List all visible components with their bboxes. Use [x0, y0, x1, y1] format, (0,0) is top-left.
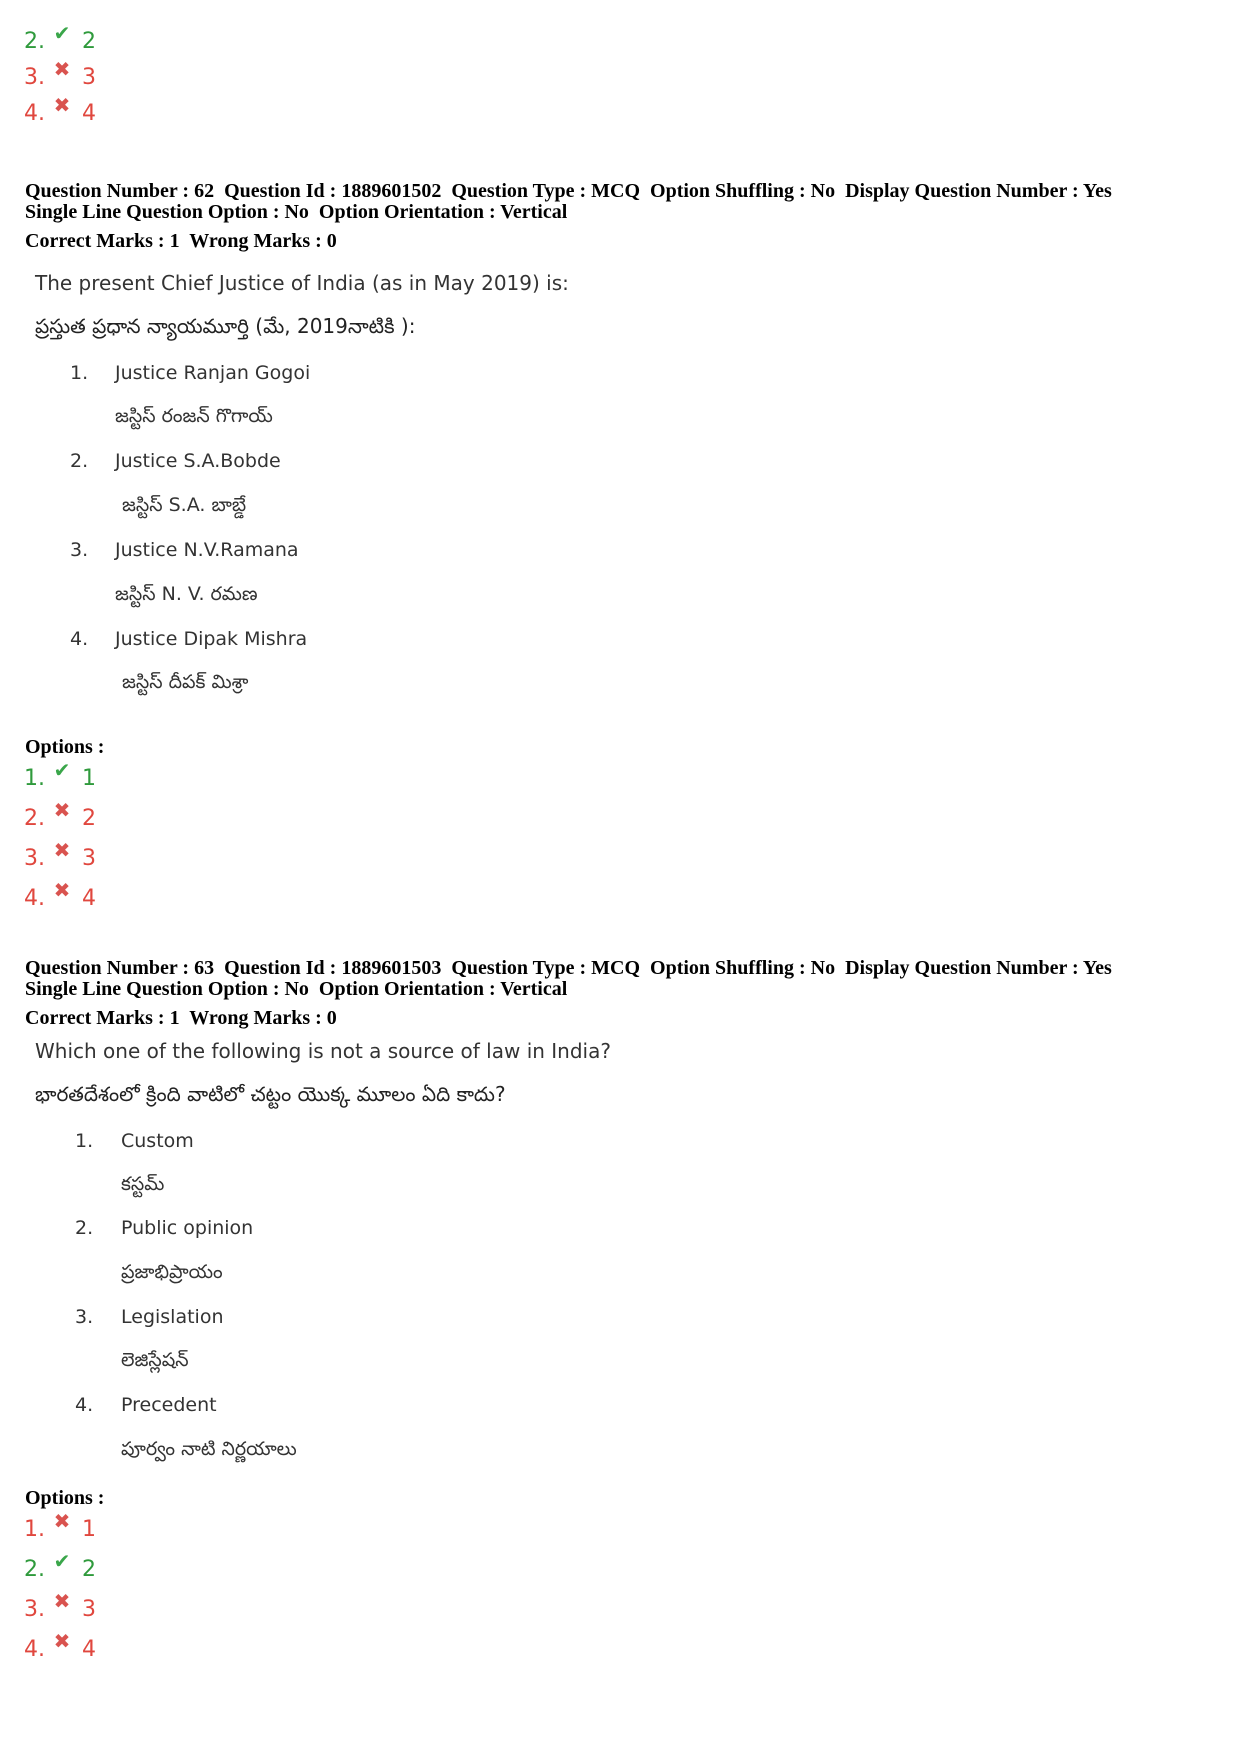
q63-choice-2-num: 2. [75, 1217, 94, 1239]
option-number: 3. [24, 1597, 45, 1622]
q63-choice-4-num: 4. [75, 1394, 94, 1416]
option-number: 2. [24, 806, 45, 831]
q63-choice-4-en: Precedent [121, 1394, 217, 1416]
q63-choice-1-te: కస్టమ్ [121, 1173, 165, 1195]
q63-option-2 [24, 1549, 96, 1584]
option-value: 3 [82, 65, 96, 90]
q62-choice-3-num: 3. [70, 539, 89, 561]
option-number: 3. [24, 65, 45, 90]
q62-option-2 [24, 798, 96, 833]
q63-choice-2-en: Public opinion [121, 1217, 254, 1239]
option-number: 4. [24, 886, 45, 911]
option-number: 3. [24, 846, 45, 871]
q62-choice-2-te: జస్టిస్ S.A. బాబ్డే [122, 494, 247, 516]
cross-icon: ✖ [53, 798, 71, 822]
q63-option-1 [24, 1509, 96, 1544]
option-number: 1. [24, 1517, 45, 1542]
check-icon: ✔ [53, 21, 71, 45]
q62-choice-1-te: జస్టిస్ రంజన్ గొగాయ్ [115, 405, 273, 427]
q63-meta-line1: Question Number : 63 Question Id : 1889601503 Question Type : MCQ Option Shuffling : No Display Question Number : Yes [25, 957, 1112, 979]
option-value: 1 [82, 1517, 96, 1542]
q63-marks: Correct Marks : 1 Wrong Marks : 0 [25, 1007, 337, 1029]
q63-choice-3-te: లెజిస్లేషన్ [121, 1349, 189, 1371]
q63-choice-3-num: 3. [75, 1306, 94, 1328]
option-number: 1. [24, 766, 45, 791]
q63-meta-line2: Single Line Question Option : No Option Orientation : Vertical [25, 978, 568, 1000]
q62-question-te: ప్రస్తుత ప్రధాన న్యాయమూర్తి (మే, 2019నాటికి ): [35, 314, 416, 338]
q62-option-3 [24, 838, 96, 873]
option-value: 2 [82, 1557, 96, 1582]
cross-icon: ✖ [53, 93, 71, 117]
prev-option-4 [24, 93, 96, 128]
q62-meta-line2: Single Line Question Option : No Option Orientation : Vertical [25, 201, 568, 223]
q62-option-1 [24, 758, 96, 793]
cross-icon: ✖ [53, 838, 71, 862]
option-number: 2. [24, 29, 45, 54]
option-value: 4 [82, 886, 96, 911]
option-number: 4. [24, 101, 45, 126]
cross-icon: ✖ [53, 878, 71, 902]
q62-choice-2-en: Justice S.A.Bobde [115, 450, 281, 472]
cross-icon: ✖ [53, 1509, 71, 1533]
q62-choice-4-en: Justice Dipak Mishra [115, 628, 308, 650]
q63-option-4 [24, 1629, 96, 1664]
q62-choice-1-en: Justice Ranjan Gogoi [115, 362, 311, 384]
option-value: 4 [82, 1637, 96, 1662]
option-number: 4. [24, 1637, 45, 1662]
check-icon: ✔ [53, 758, 71, 782]
option-number: 2. [24, 1557, 45, 1582]
q63-question-en: Which one of the following is not a source of law in India? [35, 1039, 611, 1063]
q62-choice-3-te: జస్టిస్ N. V. రమణ [115, 583, 258, 605]
q62-choice-4-num: 4. [70, 628, 89, 650]
q63-choice-1-en: Custom [121, 1130, 194, 1152]
option-value: 3 [82, 1597, 96, 1622]
q62-meta-line1: Question Number : 62 Question Id : 1889601502 Question Type : MCQ Option Shuffling : No Display Question Number : Yes [25, 180, 1112, 202]
option-value: 2 [82, 806, 96, 831]
q62-choice-3-en: Justice N.V.Ramana [115, 539, 299, 561]
q63-choice-1-num: 1. [75, 1130, 94, 1152]
q62-question-en: The present Chief Justice of India (as in May 2019) is: [35, 271, 569, 295]
q63-options-label: Options : [25, 1487, 105, 1509]
q63-choice-2-te: ప్రజాభిప్రాయం [121, 1261, 223, 1283]
option-value: 3 [82, 846, 96, 871]
q62-choice-1-num: 1. [70, 362, 89, 384]
q62-options-label: Options : [25, 736, 105, 758]
q62-choice-2-num: 2. [70, 450, 89, 472]
option-value: 4 [82, 101, 96, 126]
q63-choice-4-te: పూర్వం నాటి నిర్ణయాలు [121, 1438, 297, 1460]
cross-icon: ✖ [53, 1629, 71, 1653]
q62-marks: Correct Marks : 1 Wrong Marks : 0 [25, 230, 337, 252]
option-value: 1 [82, 766, 96, 791]
q62-option-4 [24, 878, 96, 913]
prev-option-3 [24, 57, 96, 92]
cross-icon: ✖ [53, 57, 71, 81]
q62-choice-4-te: జస్టిస్ దీపక్ మిశ్రా [122, 671, 249, 693]
q63-option-3 [24, 1589, 96, 1624]
option-value: 2 [82, 29, 96, 54]
q63-choice-3-en: Legislation [121, 1306, 224, 1328]
cross-icon: ✖ [53, 1589, 71, 1613]
q63-question-te: భారతదేశంలో క్రింది వాటిలో చట్టం యొక్క మూలం ఏది కాదు? [35, 1082, 506, 1106]
prev-option-2 [24, 21, 96, 56]
check-icon: ✔ [53, 1549, 71, 1573]
